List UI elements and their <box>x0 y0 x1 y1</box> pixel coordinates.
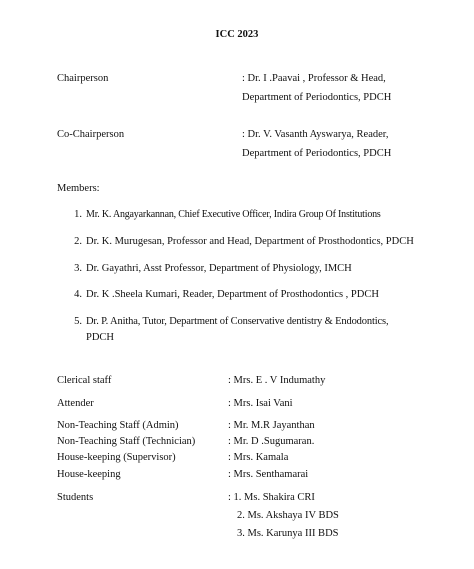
student-item: : 1. Ms. Shakira CRI <box>228 492 315 503</box>
member-number: 3. <box>74 263 82 274</box>
member-item: Dr. K. Murugesan, Professor and Head, Department of Prosthodontics, PDCH <box>86 236 414 247</box>
students-label: Students <box>57 492 94 503</box>
staff-label: Clerical staff <box>57 375 112 386</box>
staff-value: : Mrs. Isai Vani <box>228 398 293 409</box>
student-item: 3. Ms. Karunya III BDS <box>237 528 339 539</box>
member-number: 2. <box>74 236 82 247</box>
member-number: 1. <box>74 209 82 220</box>
document-title: ICC 2023 <box>215 29 259 40</box>
chairperson-line1: : Dr. I .Paavai , Professor & Head, <box>242 73 386 84</box>
member-item-continuation: PDCH <box>86 332 115 343</box>
member-item: Dr. Gayathri, Asst Professor, Department of Physiology, IMCH <box>86 263 352 274</box>
staff-value: : Mrs. Senthamarai <box>228 469 309 480</box>
chairperson-line2: Department of Periodontics, PDCH <box>242 92 392 103</box>
student-item: 2. Ms. Akshaya IV BDS <box>237 510 339 521</box>
member-item: Mr. K. Angayarkannan, Chief Executive Officer, Indira Group Of Institutions <box>86 209 381 220</box>
member-item: Dr. K .Sheela Kumari, Reader, Department of Prosthodontics , PDCH <box>86 289 379 300</box>
staff-value: : Mrs. Kamala <box>228 452 289 463</box>
member-number: 4. <box>74 289 82 300</box>
staff-label: Non-Teaching Staff (Admin) <box>57 420 179 431</box>
staff-value: : Mr. M.R Jayanthan <box>228 420 315 431</box>
chairperson-label: Chairperson <box>57 73 109 84</box>
co-chairperson-line1: : Dr. V. Vasanth Ayswarya, Reader, <box>242 129 389 140</box>
co-chairperson-label: Co-Chairperson <box>57 129 125 140</box>
staff-label: House-keeping <box>57 469 121 480</box>
staff-label: Attender <box>57 398 94 409</box>
member-item: Dr. P. Anitha, Tutor, Department of Conservative dentistry & Endodontics, <box>86 316 389 327</box>
staff-label: Non-Teaching Staff (Technician) <box>57 436 196 447</box>
co-chairperson-line2: Department of Periodontics, PDCH <box>242 148 392 159</box>
staff-label: House-keeping (Supervisor) <box>57 452 176 463</box>
staff-value: : Mrs. E . V Indumathy <box>228 375 326 386</box>
staff-value: : Mr. D .Sugumaran. <box>228 436 315 447</box>
members-heading: Members: <box>57 183 100 194</box>
member-number: 5. <box>74 316 82 327</box>
